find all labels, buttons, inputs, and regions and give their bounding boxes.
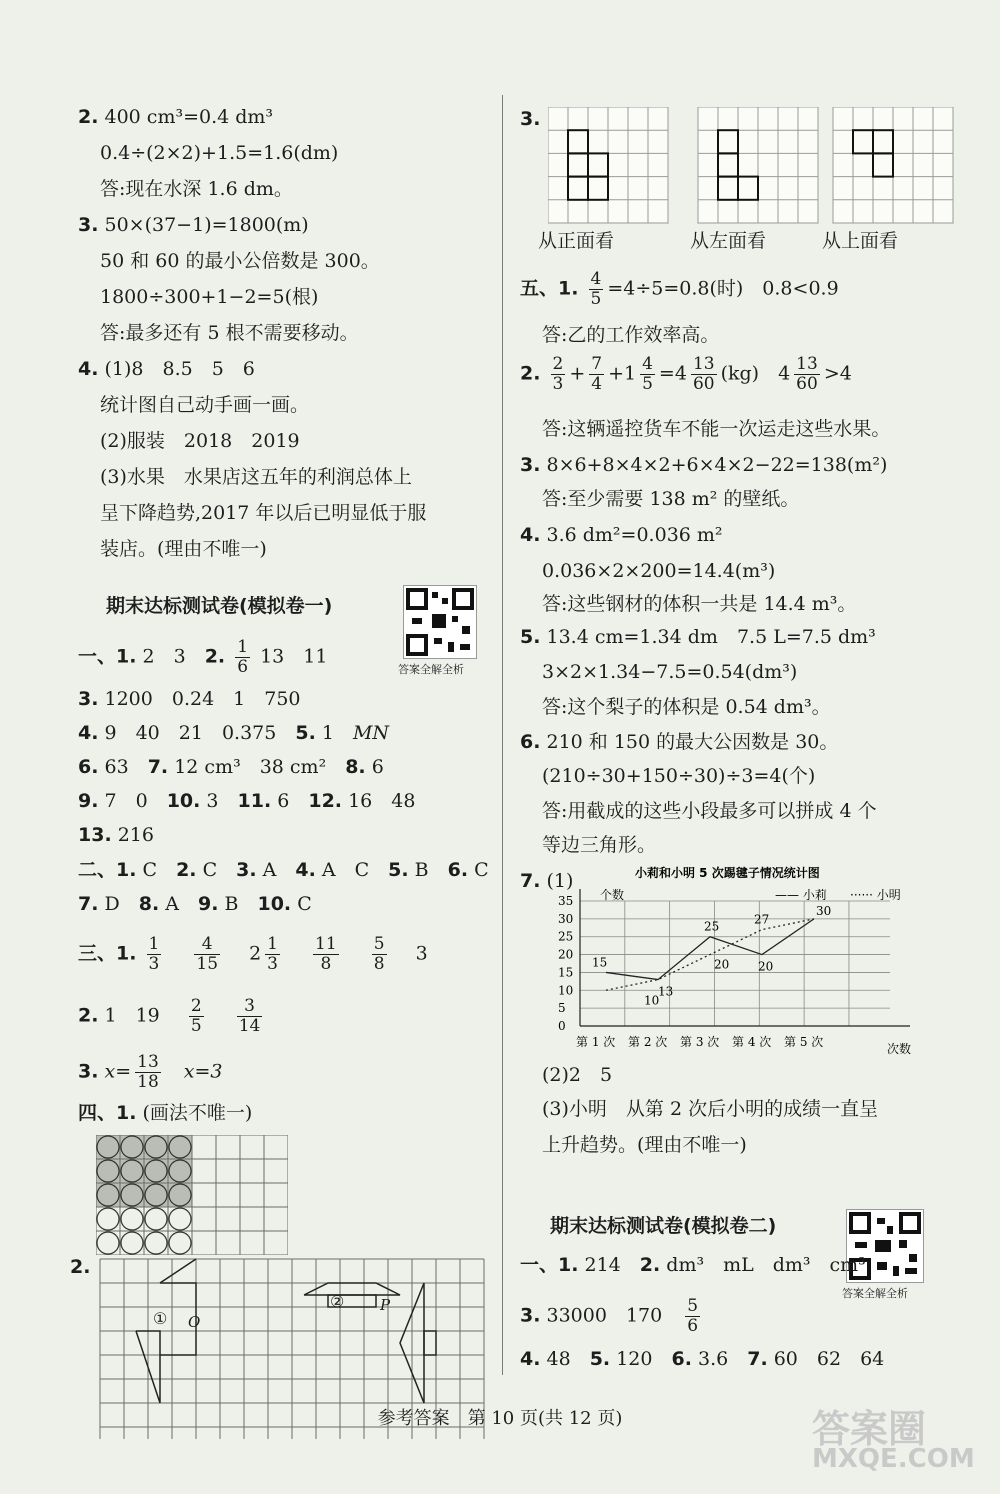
s5-row2: 2. $\frac{2}{3}$ + $\frac{7}{4}$ +1 $\frac{4}{5}$ =4 $\frac{13}{60}$ (kg) 4 $\frac{13}{60}$ >4 <box>520 354 852 394</box>
watermark-url: MXQE.COM <box>812 1444 975 1474</box>
fraction: $\frac{1}{3}$ <box>148 934 160 974</box>
exam2-row3: 4. 48 5. 120 6. 3.6 7. 60 62 64 <box>520 1348 885 1370</box>
qr-code-1[interactable] <box>403 585 477 659</box>
y-tick-label: 20 <box>558 947 574 962</box>
q4-line1: 4. (1)8 8.5 5 6 <box>78 358 255 380</box>
fraction: $\frac{4}{5}$ <box>590 269 602 309</box>
circle <box>97 1232 119 1254</box>
data-label: 15 <box>592 955 608 970</box>
exam1-s4-row2: 2. <box>70 1256 91 1278</box>
circle <box>145 1208 167 1230</box>
y-tick-label: 15 <box>558 965 574 980</box>
chart-xlabel: 次数 <box>887 1042 912 1056</box>
s5-answer3: 答:至少需要 138 m² 的壁纸。 <box>542 488 800 510</box>
x-tick-label: 第 5 次 <box>784 1035 824 1049</box>
s5-row6b: (210÷30+150÷30)÷3=4(个) <box>542 765 816 787</box>
fraction: $\frac{2}{3}$ <box>552 354 564 394</box>
s5-row6: 6. 210 和 150 的最大公因数是 30。 <box>520 731 839 753</box>
q2-line1: 2. 400 cm³=0.4 dm³ <box>78 106 274 128</box>
q3-line3: 1800÷300+1−2=5(根) <box>100 286 319 308</box>
s5-row3: 3. 8×6+8×4×2+6×4×2−22=138(m²) <box>520 454 888 476</box>
q3-answer: 答:最多还有 5 根不需要移动。 <box>100 322 359 344</box>
circle-grid-figure <box>96 1135 288 1255</box>
three-views-figure <box>548 107 976 225</box>
exam1-s1-row4: 6. 63 7. 12 cm³ 38 cm² 8. 6 <box>78 756 384 778</box>
x-tick-label: 第 1 次 <box>576 1035 616 1049</box>
s5-row5: 5. 13.4 cm=1.34 dm 7.5 L=7.5 dm³ <box>520 626 876 648</box>
data-label: 10 <box>644 993 660 1008</box>
exam1-s2-row1: 二、1. C 2. C 3. A 4. A C 5. B 6. C <box>78 859 489 881</box>
exam1-s2-row2: 7. D 8. A 9. B 10. C <box>78 893 312 915</box>
q3-line2: 50 和 60 的最小公倍数是 300。 <box>100 250 380 272</box>
exam1-s3-row1: 三、1. $\frac{1}{3}$ $\frac{4}{15}$ 2 $\frac{1}{3}$ $\frac{11}{8}$ $\frac{5}{8}$ 3 <box>78 934 428 974</box>
front-view-label: 从正面看 <box>538 230 615 252</box>
qr-caption-2: 答案全解全析 <box>842 1287 908 1300</box>
y-tick-label: 10 <box>558 983 574 998</box>
fraction: $\frac{1}{6}$ <box>237 637 249 677</box>
shape-outline <box>424 1331 436 1355</box>
fraction: $\frac{11}{8}$ <box>315 934 337 974</box>
x-tick-label: 第 3 次 <box>680 1035 720 1049</box>
fraction: $\frac{2}{5}$ <box>190 996 202 1036</box>
exam1-s1-row6: 13. 216 <box>78 824 154 846</box>
data-label: 13 <box>658 984 674 999</box>
fraction: $\frac{7}{4}$ <box>591 354 603 394</box>
point-label-o: O <box>188 1313 201 1331</box>
data-label: 25 <box>704 919 720 934</box>
q4-line3: (2)服装 2018 2019 <box>100 430 300 452</box>
y-tick-label: 0 <box>558 1019 566 1033</box>
exam1-s1-row1: 一、1. 2 3 2. $\frac{1}{6}$ 13 11 <box>78 637 328 677</box>
q4-line2: 统计图自己动手画一画。 <box>100 394 310 416</box>
exam1-s3-row3: 3. x= $\frac{13}{18}$ x=3 <box>78 1052 223 1092</box>
s5-row5b: 3×2×1.34−7.5=0.54(dm³) <box>542 661 798 683</box>
s5-row1: 五、1. $\frac{4}{5}$ =4÷5=0.8(时) 0.8<0.9 <box>520 269 839 309</box>
fraction: $\frac{4}{15}$ <box>196 934 219 974</box>
fraction: $\frac{4}{5}$ <box>642 354 653 394</box>
data-label: 20 <box>714 957 730 972</box>
s5-answer2: 答:这辆遥控货车不能一次运走这些水果。 <box>542 418 891 440</box>
chart-title: 小莉和小明 5 次踢毽子情况统计图 <box>635 866 820 880</box>
circle <box>97 1208 119 1230</box>
exam2-row2: 3. 33000 170 $\frac{5}{6}$ <box>520 1296 699 1336</box>
legend-xiaoming: ······ 小明 <box>850 888 901 902</box>
page-footer: 参考答案 第 10 页(共 12 页) <box>377 1408 623 1429</box>
line-chart <box>530 861 970 1061</box>
y-tick-label: 35 <box>558 894 574 908</box>
right-q3-number: 3. <box>520 108 541 130</box>
q3-line1: 3. 50×(37−1)=1800(m) <box>78 214 309 236</box>
fraction: $\frac{13}{60}$ <box>796 354 818 394</box>
watermark-logo: 答案圈 <box>812 1407 927 1451</box>
exam1-title: 期末达标测试卷(模拟卷一) <box>106 595 333 617</box>
fraction: $\frac{1}{3}$ <box>267 934 278 974</box>
fraction: $\frac{13}{60}$ <box>692 354 715 394</box>
fraction: $\frac{5}{8}$ <box>373 934 385 974</box>
exam1-s3-row2: 2. 1 19 $\frac{2}{5}$ $\frac{3}{14}$ <box>78 996 261 1036</box>
exam1-s1-row5: 9. 7 0 10. 3 11. 6 12. 16 48 <box>78 790 416 812</box>
shape-outline <box>160 1259 196 1283</box>
exam2-row1: 一、1. 214 2. dm³ mL dm³ cm³ <box>520 1254 866 1276</box>
legend-xiaoli: —— 小莉 <box>775 888 827 902</box>
fraction: $\frac{13}{18}$ <box>137 1052 159 1092</box>
shape-label-1: ① <box>153 1309 168 1328</box>
circle <box>121 1232 143 1254</box>
fraction: $\frac{5}{6}$ <box>687 1296 699 1336</box>
column-divider <box>502 95 503 1375</box>
circle <box>169 1208 191 1230</box>
data-label: 27 <box>754 912 770 927</box>
y-tick-label: 30 <box>558 911 574 926</box>
q2-line2: 0.4÷(2×2)+1.5=1.6(dm) <box>100 142 339 164</box>
data-label: 20 <box>758 959 774 974</box>
data-label: 30 <box>816 903 832 918</box>
x-tick-label: 第 4 次 <box>732 1035 772 1049</box>
shape-label-2: ② <box>330 1292 345 1311</box>
chart-ylabel: 个数 <box>600 888 625 902</box>
exam1-s4-row1: 四、1. (画法不唯一) <box>78 1102 253 1124</box>
q2-answer: 答:现在水深 1.6 dm。 <box>100 178 293 200</box>
q4-line6: 装店。(理由不唯一) <box>100 538 267 560</box>
s5-row4b: 0.036×2×200=14.4(m³) <box>542 560 776 582</box>
exam2-title: 期末达标测试卷(模拟卷二) <box>550 1215 777 1237</box>
circle <box>145 1232 167 1254</box>
circle <box>121 1208 143 1230</box>
s5-row7b: (2)2 5 <box>542 1064 613 1086</box>
qr-icon <box>404 586 476 658</box>
s5-row7d: 上升趋势。(理由不唯一) <box>542 1134 747 1156</box>
top-view-label: 从上面看 <box>822 230 899 252</box>
s5-answer4: 答:这些钢材的体积一共是 14.4 m³。 <box>542 593 857 615</box>
s5-row7c: (3)小明 从第 2 次后小明的成绩一直呈 <box>542 1098 879 1120</box>
s5-answer6a: 答:用截成的这些小段最多可以拼成 4 个 <box>542 800 877 822</box>
y-tick-label: 25 <box>558 929 574 944</box>
s5-answer6b: 等边三角形。 <box>542 834 657 856</box>
circle <box>169 1232 191 1254</box>
x-tick-label: 第 2 次 <box>628 1035 668 1049</box>
s5-row4: 4. 3.6 dm²=0.036 m² <box>520 524 723 546</box>
exam1-s1-row2: 3. 1200 0.24 1 750 <box>78 688 301 710</box>
q4-line4: (3)水果 水果店这五年的利润总体上 <box>100 466 412 488</box>
s5-answer5: 答:这个梨子的体积是 0.54 dm³。 <box>542 696 831 718</box>
qr-caption-1: 答案全解全析 <box>398 663 464 676</box>
exam1-s1-row3: 4. 9 40 21 0.375 5. 1 MN <box>78 722 390 744</box>
s5-answer1: 答:乙的工作效率高。 <box>542 324 720 346</box>
s5-row7: 7. (1) <box>520 870 574 892</box>
q4-line5: 呈下降趋势,2017 年以后已明显低于服 <box>100 502 427 524</box>
point-label-p: P <box>380 1296 391 1314</box>
y-tick-label: 5 <box>558 1001 566 1016</box>
left-view-label: 从左面看 <box>690 230 767 252</box>
fraction: $\frac{3}{14}$ <box>238 996 261 1036</box>
